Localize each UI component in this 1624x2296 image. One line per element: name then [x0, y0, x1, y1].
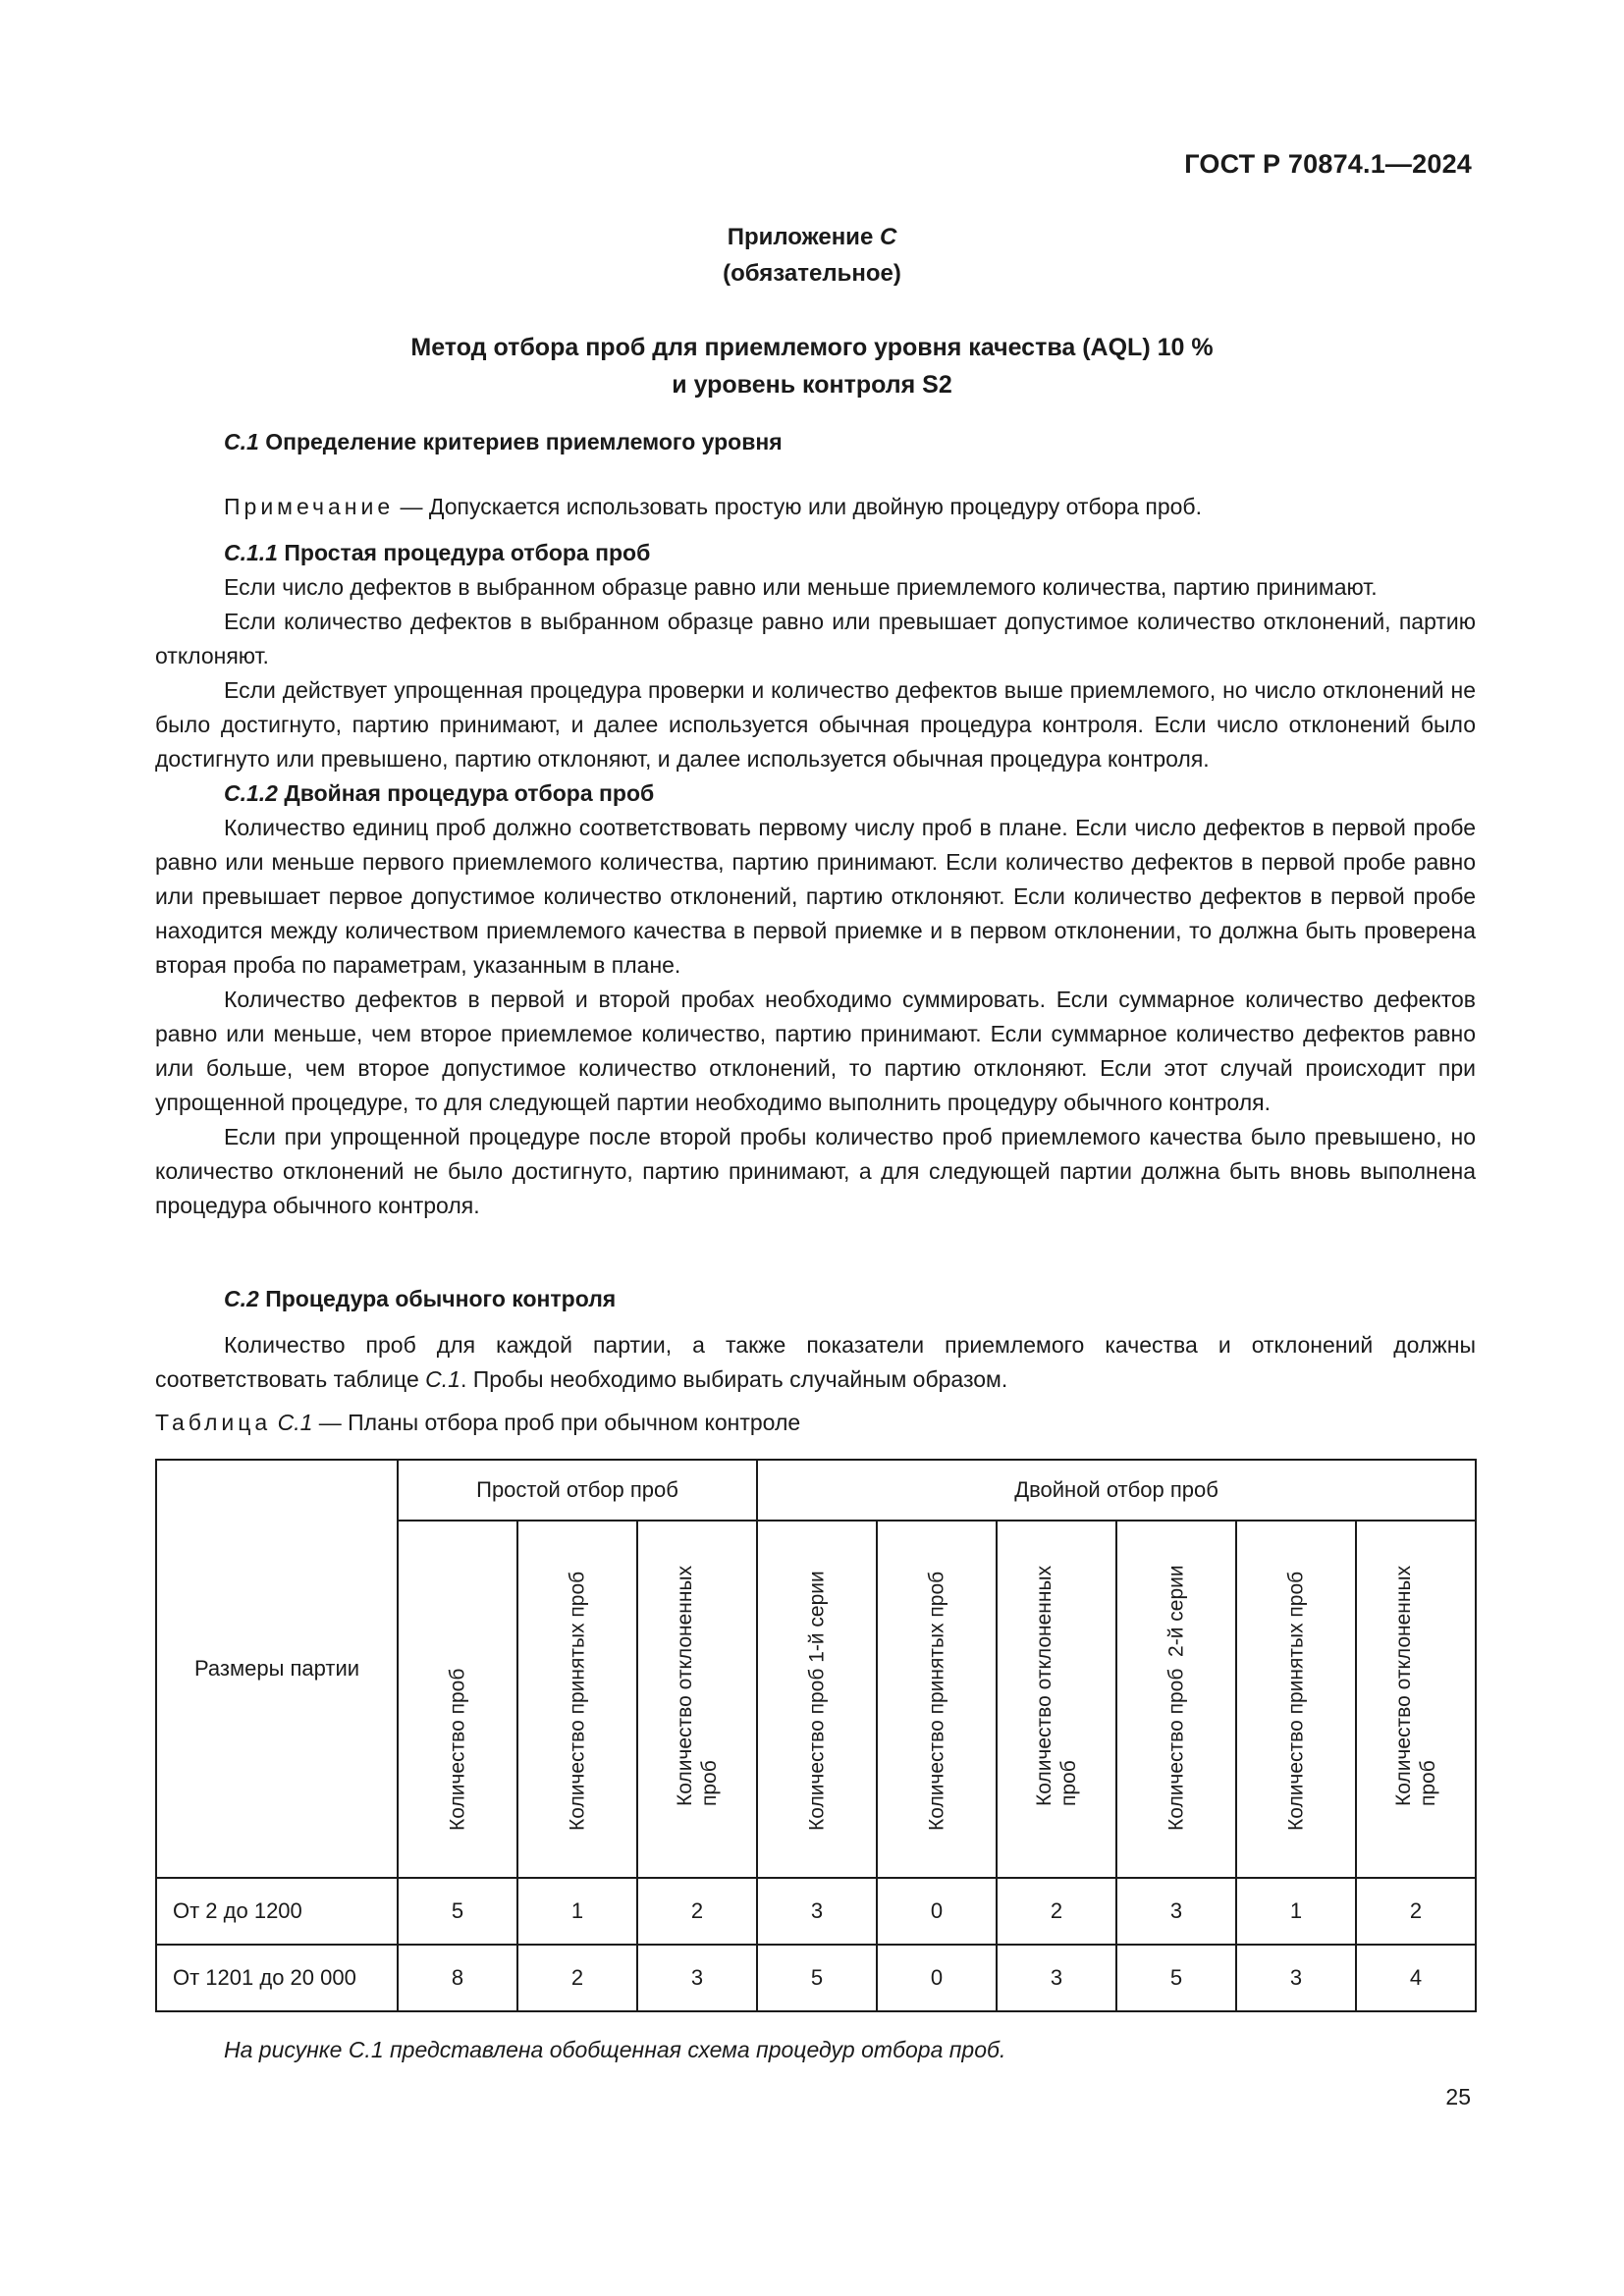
section-c12-title: Двойная процедура отбора проб	[284, 780, 655, 806]
table-cell: 5	[398, 1878, 517, 1945]
section-c11-c12	[155, 536, 1476, 1223]
appendix-title-prefix: Приложение	[727, 224, 880, 250]
note	[155, 490, 1476, 524]
section-c12-para-1: Количество единиц проб должно соответствовать первому числу проб в плане. Если число дефектов в первой пробе равно или меньше первого приемлемого количества, партию принимают. Если количество дефектов в первой пробе равно или превышает первое допустимое количество отклонений, партию отклоняют. Если количество дефектов в первой пробе находится между количеством приемлемого качества в первой приемке и в первом отклонении, то должна быть проверена вторая проба по параметрам, указанным в плане.	[155, 815, 1476, 978]
table-cell: 2	[1356, 1878, 1476, 1945]
table-header-row-groups	[156, 1460, 1476, 1521]
appendix-title	[0, 224, 1624, 251]
section-c1-number: С.1	[224, 429, 259, 454]
column-header: Количество проб 2-й серии	[1116, 1521, 1236, 1878]
single-sampling-header: Простой отбор проб	[398, 1460, 757, 1521]
section-c1-title: Определение критериев приемлемого уровня	[265, 429, 783, 454]
table-cell: 0	[877, 1878, 997, 1945]
method-title-line2: и уровень контроля S2	[672, 371, 952, 399]
method-title	[0, 329, 1624, 403]
table-cell: 3	[997, 1945, 1116, 2011]
party-size-cell: От 2 до 1200	[156, 1878, 398, 1945]
table-caption-label: Таблица	[155, 1410, 272, 1435]
appendix-status: (обязательное)	[723, 260, 901, 287]
section-c1-heading	[155, 425, 1476, 459]
table-row	[156, 1878, 1476, 1945]
column-header: Количество принятых проб	[517, 1521, 637, 1878]
section-c2-number: С.2	[224, 1286, 259, 1311]
table-cell: 3	[1236, 1945, 1356, 2011]
double-sampling-header: Двойной отбор проб	[757, 1460, 1476, 1521]
section-c2-heading	[155, 1282, 1476, 1316]
table-cell: 5	[757, 1945, 877, 2011]
section-c2-para	[155, 1328, 1476, 1397]
note-label: Примечание	[224, 494, 395, 519]
section-c11-title: Простая процедура отбора проб	[284, 540, 651, 565]
section-c11-para-2: Если количество дефектов в выбранном образце равно или превышает допустимое количество отклонений, партию отклоняют.	[155, 609, 1476, 668]
table-caption	[155, 1410, 800, 1436]
standard-code: ГОСТ Р 70874.1—2024	[1184, 149, 1472, 179]
table-cell: 3	[637, 1945, 757, 2011]
section-c1	[155, 425, 1476, 459]
table-cell: 0	[877, 1945, 997, 2011]
table-cell: 1	[517, 1878, 637, 1945]
note-text: — Допускается использовать простую или двойную процедуру отбора проб.	[394, 494, 1202, 519]
section-c12-para-2: Количество дефектов в первой и второй пробах необходимо суммировать. Если суммарное количество дефектов равно или меньше, чем второе приемлемое количество, партию принимают. Если суммарное количество дефектов равно или больше, чем второе допустимое количество отклонений, то партию отклоняют. Если этот случай происходит при упрощенной процедуре, то для следующей партии необходимо выполнить процедуру обычного контроля.	[155, 987, 1476, 1115]
section-c2-para-end: . Пробы необходимо выбирать случайным образом.	[460, 1366, 1008, 1392]
column-header: Количество отклоненных проб	[1356, 1521, 1476, 1878]
section-c11-para-1: Если число дефектов в выбранном образце равно или меньше приемлемого количества, партию принимают.	[224, 574, 1378, 600]
party-size-header: Размеры партии	[156, 1460, 398, 1878]
sampling-plans-table	[155, 1459, 1477, 2012]
column-header: Количество принятых проб	[1236, 1521, 1356, 1878]
section-c11-heading	[155, 536, 1476, 570]
column-header: Количество отклоненных проб	[997, 1521, 1116, 1878]
table-cell: 8	[398, 1945, 517, 2011]
page-number: 25	[1445, 2084, 1471, 2109]
table-cell: 2	[517, 1945, 637, 2011]
column-header: Количество проб	[398, 1521, 517, 1878]
column-header: Количество проб 1-й серии	[757, 1521, 877, 1878]
appendix-letter: С	[879, 224, 897, 250]
table-cell: 3	[757, 1878, 877, 1945]
table-caption-text: — Планы отбора проб при обычном контроле	[312, 1410, 801, 1435]
column-header: Количество принятых проб	[877, 1521, 997, 1878]
section-c12-heading	[155, 776, 1476, 811]
table-row	[156, 1945, 1476, 2011]
section-c11-para-3: Если действует упрощенная процедура проверки и количество дефектов выше приемлемого, но число отклонений не было достигнуто, партию принимают, и далее используется обычная процедура контроля. Если число отклонений было достигнуто или превышено, партию отклоняют, и далее используется обычная процедура контроля.	[155, 677, 1476, 772]
table-cell: 2	[997, 1878, 1116, 1945]
closing-note: На рисунке С.1 представлена обобщенная схема процедур отбора проб.	[224, 2037, 1006, 2062]
table-cell: 1	[1236, 1878, 1356, 1945]
table-cell: 4	[1356, 1945, 1476, 2011]
column-header: Количество отклоненных проб	[637, 1521, 757, 1878]
table-cell: 3	[1116, 1878, 1236, 1945]
table-cell: 2	[637, 1878, 757, 1945]
table-caption-number: С.1	[277, 1410, 313, 1435]
section-c2	[155, 1282, 1476, 1397]
section-c2-para-start: Количество проб для каждой партии, а также показатели приемлемого качества и отклонений должны соответствовать таблице	[155, 1332, 1476, 1392]
note-block	[155, 490, 1476, 524]
party-size-cell: От 1201 до 20 000	[156, 1945, 398, 2011]
section-c12-number: С.1.2	[224, 780, 278, 806]
method-title-line1: Метод отбора проб для приемлемого уровня качества (AQL) 10 %	[410, 334, 1214, 361]
table-cell: 5	[1116, 1945, 1236, 2011]
section-c2-title: Процедура обычного контроля	[265, 1286, 617, 1311]
section-c12-para-3: Если при упрощенной процедуре после второй пробы количество проб приемлемого качества было превышено, но количество отклонений не было достигнуто, партию принимают, а для следующей партии должна быть вновь выполнена процедура обычного контроля.	[155, 1124, 1476, 1218]
table-reference: С.1	[425, 1366, 460, 1392]
section-c11-number: С.1.1	[224, 540, 278, 565]
